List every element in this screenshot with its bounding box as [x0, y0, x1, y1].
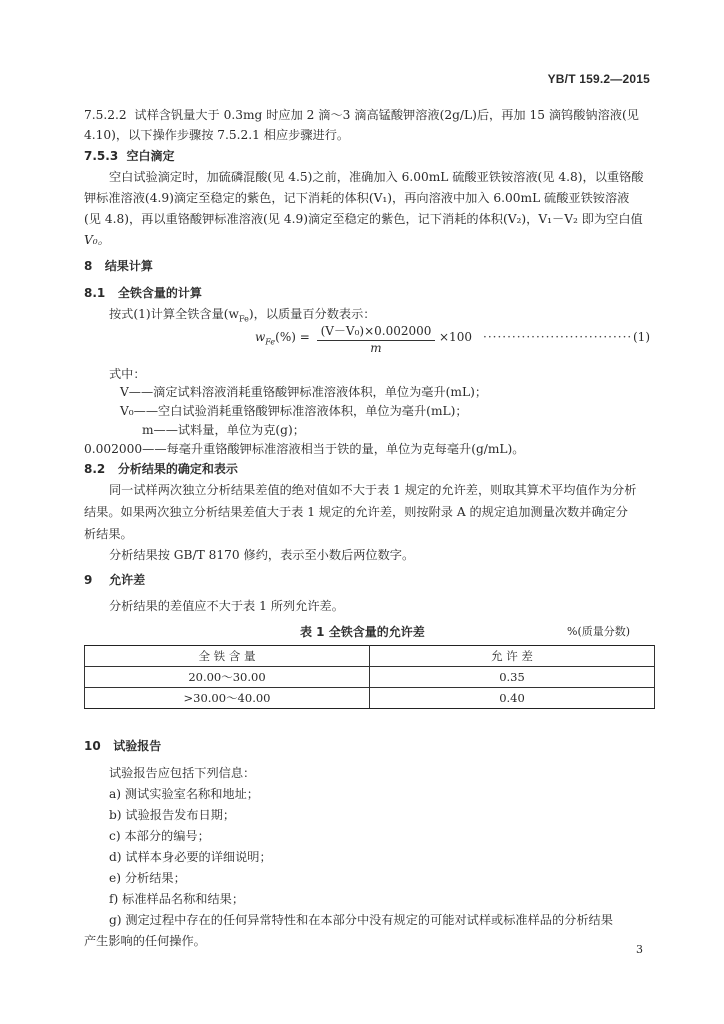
intro-subscript: Fe [238, 314, 249, 324]
page-number: 3 [636, 943, 643, 956]
section-title: 空白滴定 [126, 149, 175, 163]
lhs-rest: (%) = [275, 330, 310, 344]
paragraph-7-5-3-line-4: V₀。 [84, 233, 110, 247]
paragraph-8-2-line-1: 同一试样两次独立分析结果差值的绝对值如不大于表 1 规定的允许差，则取其算术平均值作为分析 [109, 483, 637, 497]
list-item: d) 试样本身必要的详细说明； [109, 850, 272, 864]
table-cell: 0.35 [370, 667, 655, 688]
equation-lhs [255, 330, 310, 346]
paragraph-7-5-2-2-line-1 [84, 107, 639, 123]
table-caption: 表 1 全铁含量的允许差 [300, 625, 425, 639]
paragraph-7-5-3-line-1: 空白试验滴定时，加硫磷混酸(见 4.5)之前，准确加入 6.00mL 硫酸亚铁铵溶液(见 4.8)，以重铬酸 [109, 170, 644, 184]
table-row [85, 688, 655, 709]
list-item: g) 测定过程中存在的任何异常特性和在本部分中没有规定的可能对试样或标准样品的分析结果 [109, 913, 613, 927]
section-7-5-3-heading [84, 148, 175, 164]
fraction-denominator: m [370, 341, 382, 355]
where-label: 式中： [109, 367, 146, 381]
tolerance-table [84, 645, 655, 709]
equation-multiplier: ×100 [439, 330, 472, 344]
clause-text: 试样含钒量大于 0.3mg 时应加 2 滴～3 滴高锰酸钾溶液(2g/L)后，再加 15 滴钨酸钠溶液(见 [134, 108, 639, 122]
paragraph-8-2-line-2: 结果。如果两次独立分析结果差值大于表 1 规定的允许差，则按附录 A 的规定追加测量次数并确定分 [84, 505, 628, 519]
table-cell: 20.00～30.00 [85, 667, 370, 688]
list-item: b) 试验报告发布日期； [109, 808, 236, 822]
section-number: 10 [84, 739, 101, 753]
section-title: 试验报告 [113, 739, 162, 753]
list-item: e) 分析结果； [109, 871, 186, 885]
table-row [85, 667, 655, 688]
table-unit: %(质量分数) [567, 625, 631, 638]
paragraph-9: 分析结果的差值应不大于表 1 所列允许差。 [109, 599, 344, 613]
list-item: c) 本部分的编号； [109, 829, 210, 843]
standard-code: YB/T 159.2—2015 [547, 72, 650, 86]
paragraph-7-5-2-2-line-2: 4.10)，以下操作步骤按 7.5.2.1 相应步骤进行。 [84, 128, 350, 142]
table-cell: >30.00～40.00 [85, 688, 370, 709]
equation-fraction [317, 322, 435, 355]
intro-text-end: )，以质量百分数表示： [248, 307, 376, 321]
section-number: 9 [84, 573, 93, 587]
section-number: 7.5.3 [84, 149, 119, 163]
section-number: 8.2 [84, 462, 106, 476]
section-title: 结果计算 [104, 259, 153, 273]
lhs-subscript: Fe [265, 337, 276, 347]
definition-v: V——滴定试料溶液消耗重铬酸钾标准溶液体积，单位为毫升(mL)； [120, 385, 488, 399]
equation-number: (1) [633, 330, 650, 344]
paragraph-10-intro: 试验报告应包括下列信息： [109, 766, 256, 780]
clause-number: 7.5.2.2 [84, 108, 127, 122]
section-8-heading [84, 258, 153, 274]
table-header-cell: 全 铁 含 量 [85, 646, 370, 667]
paragraph-8-2-line-4: 分析结果按 GB/T 8170 修约，表示至小数后两位数字。 [109, 548, 415, 562]
section-9-heading [84, 572, 145, 588]
intro-text: 按式(1)计算全铁含量(w [109, 307, 239, 321]
table-header-cell: 允 许 差 [370, 646, 655, 667]
definition-constant: 0.002000——每毫升重铬酸钾标准溶液相当于铁的量，单位为克每毫升(g/mL)。 [84, 442, 525, 456]
table-cell: 0.40 [370, 688, 655, 709]
list-item-continuation: 产生影响的任何操作。 [84, 934, 206, 948]
section-8-2-heading [84, 461, 238, 477]
leader-dots: ······························· [483, 330, 633, 344]
list-item: f) 标准样品名称和结果； [109, 892, 245, 906]
table-header-row [85, 646, 655, 667]
section-title: 分析结果的确定和表示 [117, 462, 238, 476]
paragraph-8-2-line-3: 析结果。 [84, 527, 133, 541]
lhs-symbol: w [255, 330, 266, 344]
section-10-heading [84, 738, 161, 754]
definition-m: m——试料量，单位为克(g)； [142, 423, 305, 437]
paragraph-7-5-3-line-3: (见 4.8)，再以重铬酸钾标准溶液(见 4.9)滴定至稳定的紫色，记下消耗的体积(V₂)，V₁－V₂ 即为空白值 [84, 212, 643, 226]
equation-1 [255, 322, 655, 355]
fraction-numerator: (V－V₀)×0.002000 [317, 322, 435, 341]
section-8-1-heading [84, 285, 202, 301]
section-title: 允许差 [109, 573, 146, 587]
section-number: 8.1 [84, 286, 106, 300]
paragraph-7-5-3-line-2: 钾标准溶液(4.9)滴定至稳定的紫色，记下消耗的体积(V₁)，再向溶液中加入 6.00mL 硫酸亚铁铵溶液 [84, 191, 630, 205]
section-title: 全铁含量的计算 [117, 286, 202, 300]
list-item: a) 测试实验室名称和地址； [109, 787, 259, 801]
section-number: 8 [84, 259, 93, 273]
definition-v0: V₀——空白试验消耗重铬酸钾标准溶液体积，单位为毫升(mL)； [120, 404, 468, 418]
